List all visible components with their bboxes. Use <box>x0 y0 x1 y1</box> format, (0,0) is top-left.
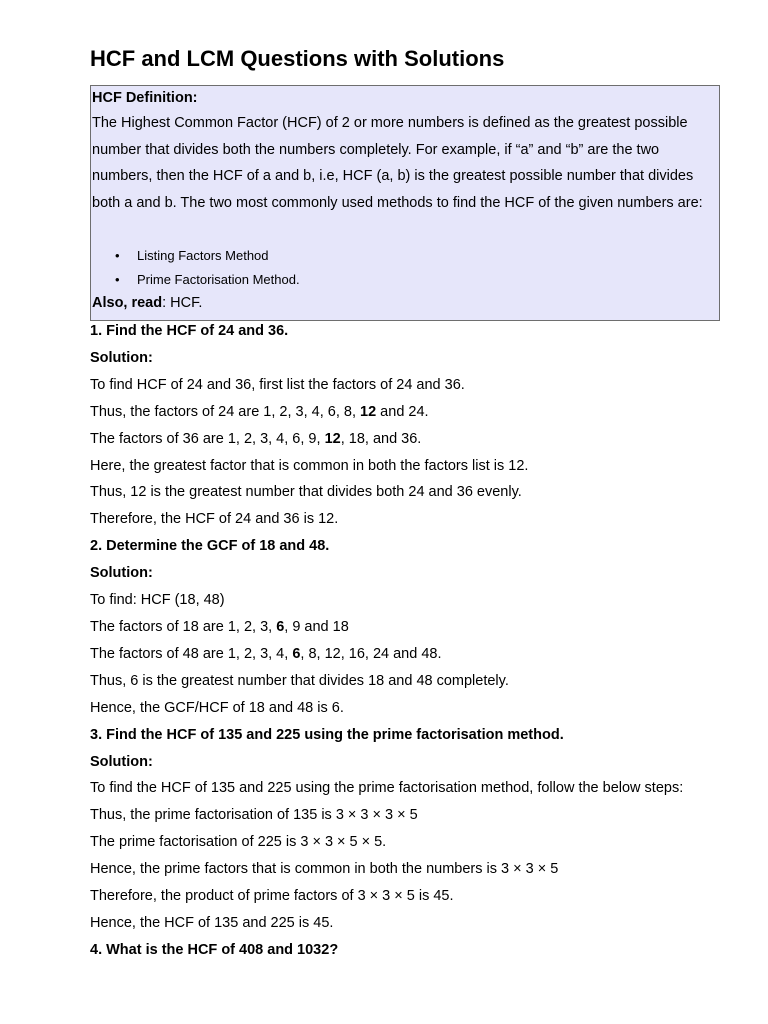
page-title: HCF and LCM Questions with Solutions <box>90 46 505 71</box>
solution-label: Solution: <box>90 349 153 366</box>
solution-line: Hence, the prime factors that is common in both the numbers is 3 × 3 × 5 <box>90 861 559 878</box>
bullet-icon: • <box>115 248 120 263</box>
question-2-heading: 2. Determine the GCF of 18 and 48. <box>90 538 330 555</box>
solution-line: Hence, the GCF/HCF of 18 and 48 is 6. <box>90 699 344 716</box>
definition-heading: HCF Definition: <box>92 90 198 106</box>
list-item <box>115 268 300 292</box>
solution-line: Therefore, the HCF of 24 and 36 is 12. <box>90 511 339 528</box>
solution-line: To find HCF of 24 and 36, first list the factors of 24 and 36. <box>90 376 465 393</box>
solution-line <box>90 614 722 641</box>
question-4-heading: 4. What is the HCF of 408 and 1032? <box>90 941 339 958</box>
questions-section <box>90 318 722 964</box>
hcf-definition-box <box>90 85 720 321</box>
method-label: Prime Factorisation Method. <box>137 272 300 287</box>
also-read-line <box>92 293 202 313</box>
highlighted-factor: 12 <box>324 430 341 447</box>
solution-line: Thus, 6 is the greatest number that divides 18 and 48 completely. <box>90 672 509 689</box>
solution-line: Hence, the HCF of 135 and 225 is 45. <box>90 914 334 931</box>
solution-line <box>90 426 722 453</box>
solution-line: To find: HCF (18, 48) <box>90 592 225 609</box>
text-segment: , 9 and 18 <box>284 618 349 635</box>
solution-label: Solution: <box>90 753 153 770</box>
text-segment: Thus, the factors of 24 are 1, 2, 3, 4, 6, 8, <box>90 403 361 420</box>
question-3-heading: 3. Find the HCF of 135 and 225 using the prime factorisation method. <box>90 726 564 743</box>
definition-paragraph: The Highest Common Factor (HCF) of 2 or more numbers is defined as the greatest possible number that divides both the numbers completely. For example, if “a” and “b” are the two numbers, then the HCF of a and b, i.e, HCF (a, b) is the greatest possible number that divides both a and b. The two most commonly used methods to find the HCF of the given numbers are: <box>92 115 703 211</box>
question-1-heading: 1. Find the HCF of 24 and 36. <box>90 323 289 339</box>
text-segment: The factors of 18 are 1, 2, 3, <box>90 618 277 635</box>
solution-line: The prime factorisation of 225 is 3 × 3 × 5 × 5. <box>90 834 387 851</box>
solution-line <box>90 641 722 668</box>
text-segment: The factors of 36 are 1, 2, 3, 4, 6, 9, <box>90 430 325 447</box>
highlighted-factor: 12 <box>360 403 377 420</box>
solution-line: Here, the greatest factor that is common in both the factors list is 12. <box>90 457 529 474</box>
highlighted-factor: 6 <box>276 618 285 635</box>
methods-list <box>91 244 300 292</box>
solution-line: Therefore, the product of prime factors of 3 × 3 × 5 is 45. <box>90 888 454 905</box>
text-segment: , 8, 12, 16, 24 and 48. <box>300 645 442 662</box>
solution-label: Solution: <box>90 565 153 582</box>
list-item <box>115 244 300 268</box>
solution-line: Thus, 12 is the greatest number that divides both 24 and 36 evenly. <box>90 484 522 501</box>
solution-line: Thus, the prime factorisation of 135 is 3 × 3 × 3 × 5 <box>90 807 418 824</box>
highlighted-factor: 6 <box>292 645 301 662</box>
solution-line: To find the HCF of 135 and 225 using the prime factorisation method, follow the below steps: <box>90 780 684 797</box>
text-segment: , 18, and 36. <box>340 430 422 447</box>
solution-line <box>90 399 722 426</box>
also-read-label: Also, read <box>92 295 163 311</box>
also-read-target: : HCF. <box>162 295 203 311</box>
text-segment: and 24. <box>376 403 429 420</box>
text-segment: The factors of 48 are 1, 2, 3, 4, <box>90 645 293 662</box>
bullet-icon: • <box>115 272 120 287</box>
method-label: Listing Factors Method <box>137 248 269 263</box>
